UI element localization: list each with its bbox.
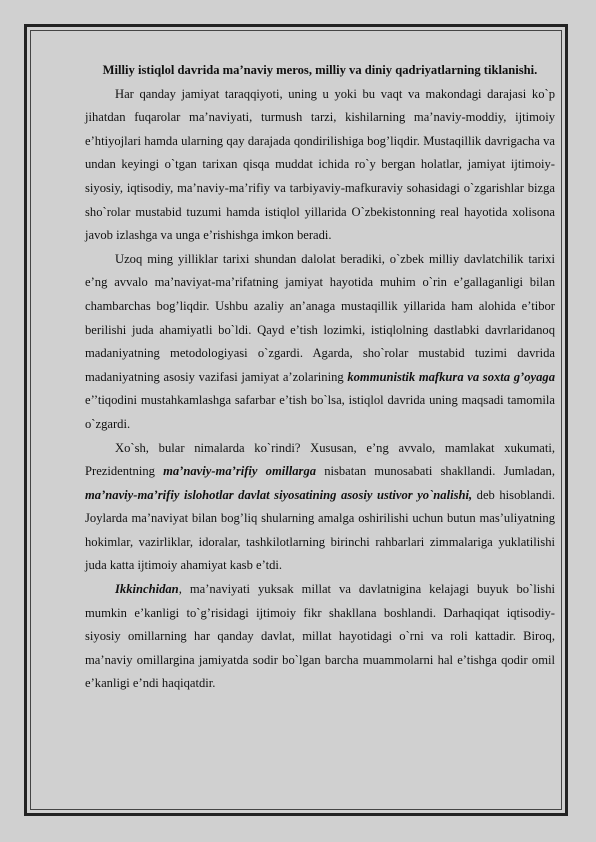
emphasis-text: ma’naviy-ma’rifiy omillarga	[163, 464, 317, 479]
paragraph	[85, 248, 555, 437]
paragraph	[85, 437, 555, 579]
paragraph-text: e’’tiqodini mustahkamlashga safarbar e’tish bo`lsa, istiqlol davrida uning maqsadi tamomila o`zgardi.	[85, 393, 555, 431]
paragraph-text: deb hisoblandi. Joylarda ma’naviyat bilan bog’liq shularning amalga oshirilishi uchun butun mas’uliyatning hokimlar, vazirliklar, idoralar, tashkilotlarning birinchi rahbarlari zimmalariga yuklatilishi juda katta ijtimoiy ahamiyat kasb e’tdi.	[85, 487, 555, 573]
document-title: Milliy istiqlol davrida ma’naviy meros, milliy va diniy qadriyatlarning tiklanishi.	[102, 63, 538, 77]
emphasis-text: kommunistik mafkura va soxta g’oyaga	[347, 369, 555, 384]
paragraphs	[85, 83, 555, 696]
paragraph-text: Uzoq ming yilliklar tarixi shundan dalolat beradiki, o`zbek milliy davlatchilik tarixi e’ng avvalo ma’naviyat-ma’rifatning jamiyat hayotida muhim o`rin e’gallaganligi bilan chambarchas bog’liqdir. Ushbu azaliy an’anaga mustaqillik yillarida ham alohida e’tibor berilishi juda ahamiyatli bo`ldi. Qayd e’tish lozimki, istiqlolning dastlabki davrlaridanoq madaniyatning metodologiyasi o`zgardi. Agarda, sho`rolar mustabid tuzimi davrida madaniyatning asosiy vazifasi jamiyat a’zolarining	[85, 251, 555, 384]
paragraph-text: , ma’naviyati yuksak millat va davlatnigina kelajagi buyuk bo`lishi mumkin e’kanligi to`g’risidagi ijtimoiy fikr shakllana boshlandi. Darhaqiqat iqtisodiy-siyosiy omillarning har qanday davlat, millat hayotidagi o`rni va roli kattadir. Biroq, ma’naviy omillargina jamiyatda sodir bo`lgan barcha muammolarni hal e’tishga qodir omil e’kanligi e’ndi haqiqatdir.	[85, 582, 555, 691]
paragraph	[85, 578, 555, 696]
paragraph-text: Xo`sh, bular nimalarda ko`rindi? Xususan, e’ng avvalo, mamlakat xukumati, Prezidentning	[85, 440, 555, 479]
document-body	[85, 59, 555, 696]
paragraph-text: nisbatan munosabati shakllandi. Jumladan,	[316, 464, 555, 479]
page-frame	[24, 24, 568, 816]
emphasis-text: Ikkinchidan	[115, 582, 179, 597]
paragraph-text: Har qanday jamiyat taraqqiyoti, uning u yoki bu vaqt va makondagi darajasi ko`p jihatdan fuqarolar ma’naviyati, turmush tarzi, kishilarning ma’naviy-moddiy, ijtimoiy e’htiyojlari hamda ularning qay darajada qondirilishiga bog’liqdir. Mustaqillik davrigacha va undan keyingi o`tgan tarixan qisqa muddat ichida ro`y bergan holatlar, jamiyat ijtimoiy-siyosiy, iqtisodiy, ma’naviy-ma’rifiy va tarbiyaviy-mafkuraviy sohasidagi o`zgarishlar bizga sho`rolar mustabid tuzumi hamda istiqlol yillarida O`zbekistonning real hayotida xolisona javob izlashga va unga e’rishishga imkon beradi.	[85, 86, 555, 243]
emphasis-text: ma’naviy-ma’rifiy islohotlar davlat siyosatining asosiy ustivor yo`nalishi,	[85, 487, 473, 502]
paragraph	[85, 83, 555, 248]
